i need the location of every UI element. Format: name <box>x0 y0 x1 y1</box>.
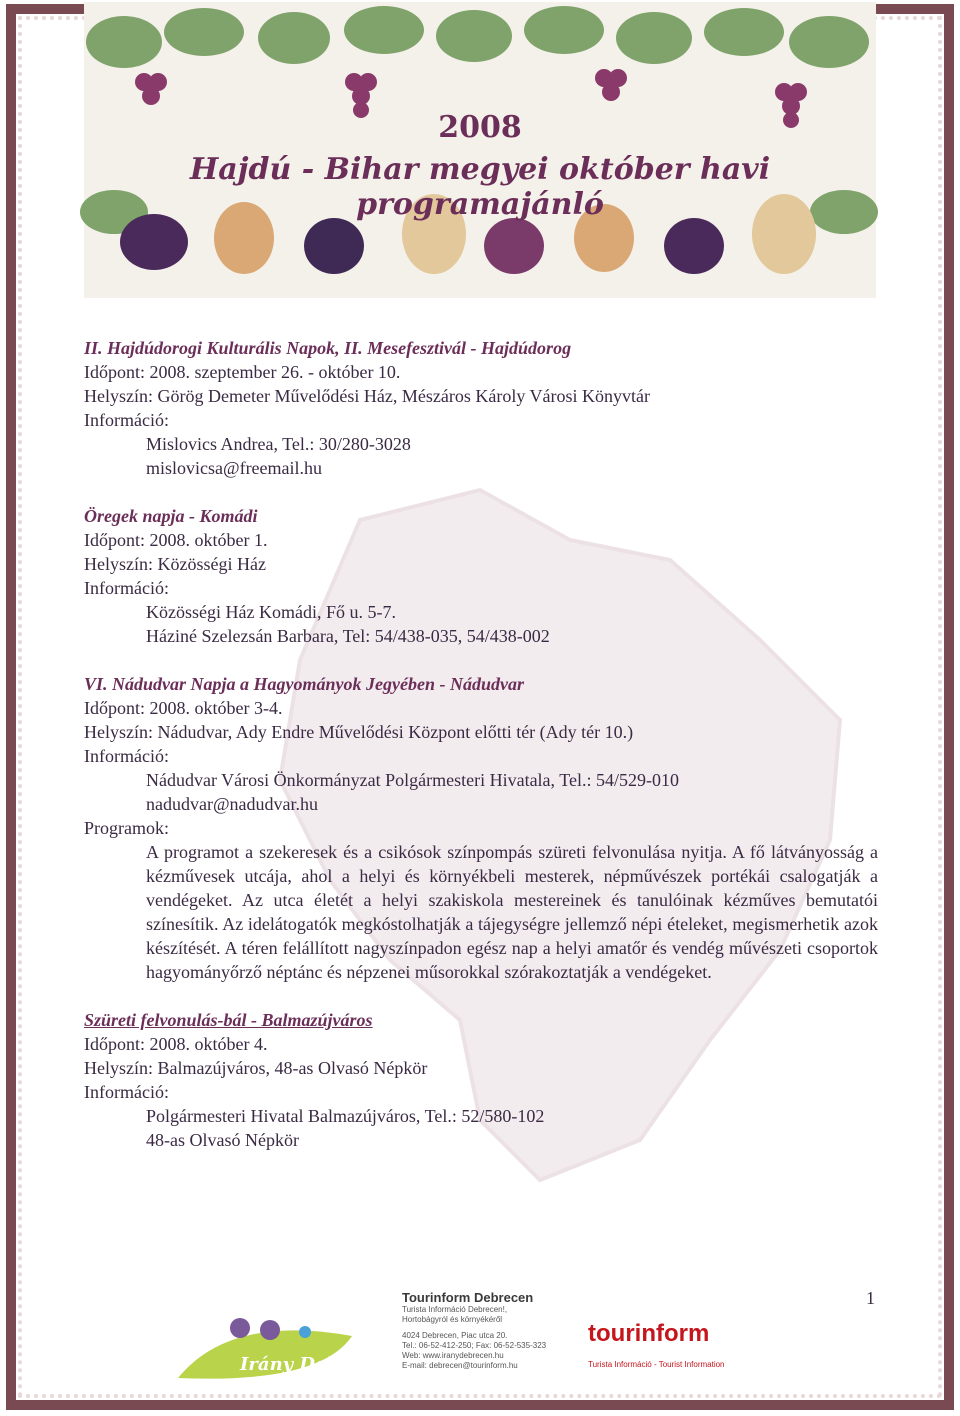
event-info-label: Információ: <box>84 1082 169 1102</box>
event-title: VI. Nádudvar Napja a Hagyományok Jegyében - Nádudvar <box>84 674 524 694</box>
event-item <box>84 504 878 648</box>
banner-year: 2008 <box>438 110 522 145</box>
event-info-contact: 48-as Olvasó Népkör <box>146 1130 299 1150</box>
header-banner <box>84 2 876 298</box>
event-venue: Helyszín: Nádudvar, Ady Endre Művelődési Központ előtti tér (Ady tér 10.) <box>84 722 634 742</box>
event-info-label: Információ: <box>84 746 169 766</box>
event-info-email[interactable]: nadudvar@nadudvar.hu <box>146 794 319 814</box>
event-item <box>84 336 878 480</box>
event-program-label: Programok: <box>84 818 169 838</box>
irany-debrecen-logo <box>170 1308 396 1394</box>
event-list <box>84 336 878 1152</box>
banner-title: Hajdú - Bihar megyei október havi programajánló <box>189 152 771 222</box>
event-title: Szüreti felvonulás-bál - Balmazújváros <box>84 1010 373 1030</box>
event-item <box>84 1008 878 1152</box>
grapevine-illustration <box>84 2 876 298</box>
event-date: Időpont: 2008. október 4. <box>84 1034 268 1054</box>
event-date: Időpont: 2008. október 3-4. <box>84 698 283 718</box>
tourinform-line: Turista Információ Debrecen!, <box>402 1305 508 1314</box>
tourinform-name: Tourinform Debrecen <box>402 1290 534 1305</box>
page-number: 1 <box>866 1288 875 1308</box>
tourinform-contact-block <box>402 1290 578 1371</box>
event-venue: Helyszín: Közösségi Ház <box>84 554 266 574</box>
event-title: Öregek napja - Komádi <box>84 506 258 526</box>
event-title: II. Hajdúdorogi Kulturális Napok, II. Mesefesztivál - Hajdúdorog <box>84 338 572 358</box>
event-info-contact: Nádudvar Városi Önkormányzat Polgármesteri Hivatala, Tel.: 54/529-010 <box>146 770 679 790</box>
tourinform-phone: Tel.: 06-52-412-250; Fax: 06-52-535-323 <box>402 1341 547 1350</box>
tourinform-logo: tourinform <box>588 1320 710 1347</box>
event-venue: Helyszín: Görög Demeter Művelődési Ház, Mészáros Károly Városi Könyvtár <box>84 386 651 406</box>
event-date: Időpont: 2008. október 1. <box>84 530 268 550</box>
event-info-label: Információ: <box>84 578 169 598</box>
tourinform-address: 4024 Debrecen, Piac utca 20. <box>402 1331 508 1340</box>
event-program-text: A programot a szekeresek és a csikósok színpompás szüreti felvonulása nyitja. A fő látványosság a kézművesek utcája, ahol a helyi és környékbeli mesterek, népművészek portékái csalogatják a vendégeket. Az utca életét a helyi szakiskola mestereinek és tanulóinak kézműves bemutatói színesítik. Az idelátogatók megkóstolhatják a tájegységre jellemző népi ételeket, megismerhetik azok készítését. A téren felállított nagyszínpadon egész nap a helyi amatőr és vendég művészeti csoportok hagyományőrző néptánc és népzenei műsorokkal szórakoztatják a vendégeket. <box>146 842 878 982</box>
event-info-contact: Háziné Szelezsán Barbara, Tel: 54/438-035, 54/438-002 <box>146 626 550 646</box>
tourinform-tagline: Turista Információ - Tourist Information <box>588 1360 725 1369</box>
footer <box>170 1280 790 1400</box>
tourinform-email[interactable]: E-mail: debrecen@tourinform.hu <box>402 1361 518 1370</box>
event-info-contact: Közösségi Ház Komádi, Fő u. 5-7. <box>146 602 396 622</box>
event-info-label: Információ: <box>84 410 169 430</box>
event-info-contact: Polgármesteri Hivatal Balmazújváros, Tel.: 52/580-102 <box>146 1106 545 1126</box>
event-date: Időpont: 2008. szeptember 26. - október 10. <box>84 362 401 382</box>
tourinform-web[interactable]: Web: www.iranydebrecen.hu <box>402 1351 504 1360</box>
event-item <box>84 672 878 984</box>
event-info-email[interactable]: mislovicsa@freemail.hu <box>146 458 323 478</box>
svg-text:Irány Debrecen: Irány Debrecen <box>240 1354 396 1375</box>
event-venue: Helyszín: Balmazújváros, 48-as Olvasó Népkör <box>84 1058 428 1078</box>
tourinform-line: Hortobágyról és környékéről <box>402 1315 503 1324</box>
event-info-contact: Mislovics Andrea, Tel.: 30/280-3028 <box>146 434 411 454</box>
